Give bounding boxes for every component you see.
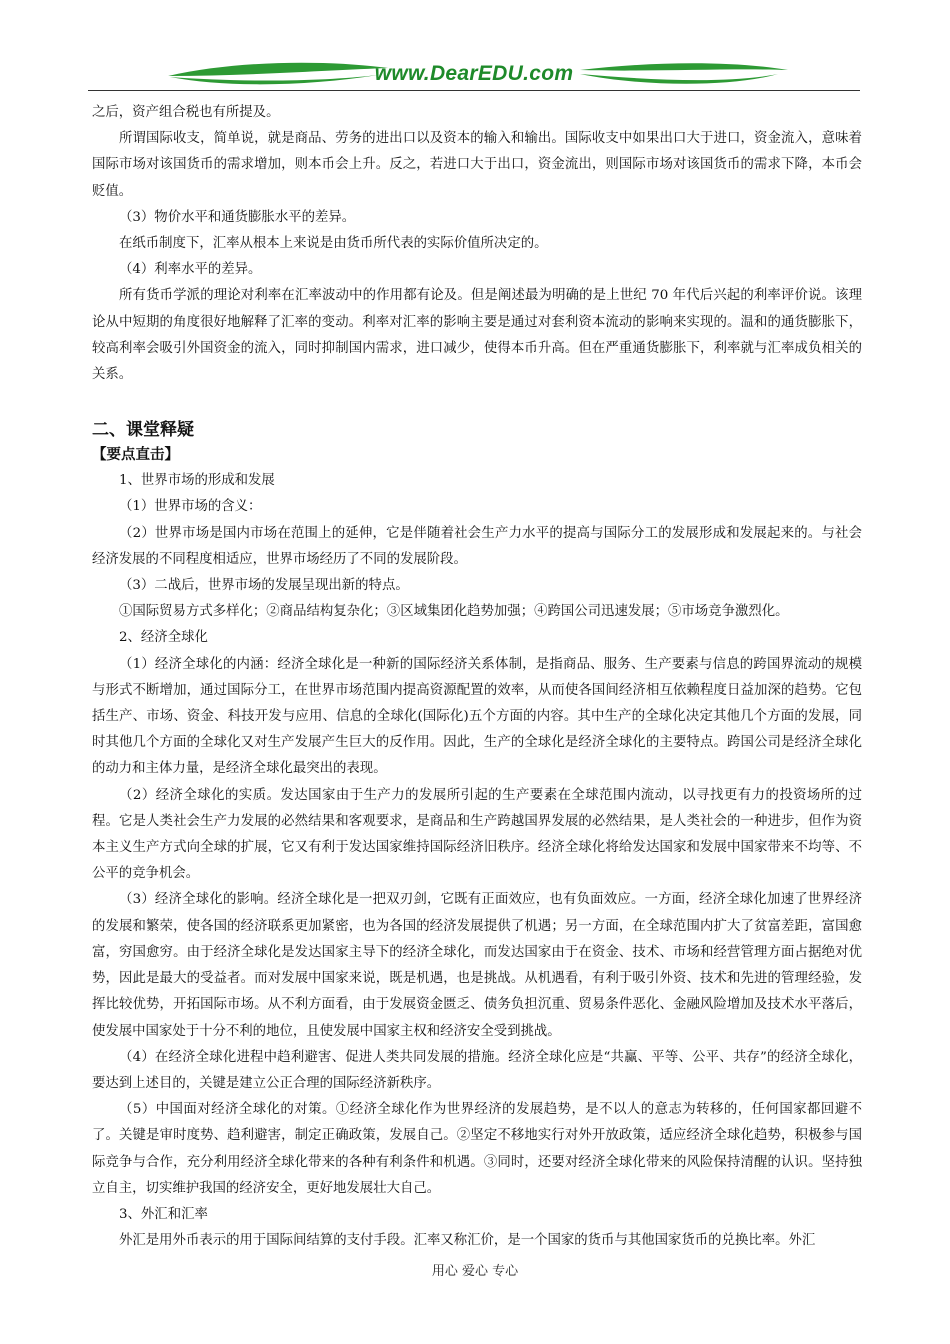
paragraph: （3）二战后，世界市场的发展呈现出新的特点。 (119, 578, 409, 594)
paragraph: （1）世界市场的含义： (119, 499, 262, 515)
paragraph: 在纸币制度下，汇率从根本上来说是由货币所代表的实际价值所决定的。 (119, 236, 548, 252)
paragraph: 2、经济全球化 (119, 630, 208, 646)
paragraph: （5）中国面对经济全球化的对策。①经济全球化作为世界经济的发展趋势，是不以人的意志为转移的，任何国家都回避不了。关键是审时度势、趋利避害，制定正确政策，发展自己。②坚定不移地实行对外开放政策，适应经济全球化趋势，积极参与国际竞争与合作，充分利用经济全球化带来的各种有利条件和机遇。③同时，还要对经济全球化带来的风险保持清醒的认识。坚持独立自主，切实维护我国的经济安全，更好地发展壮大自己。 (92, 1102, 862, 1196)
paragraph: 之后，资产组合税也有所提及。 (92, 105, 280, 120)
site-logo-text: www.DearEDU.com (374, 62, 574, 85)
paragraph: （4）利率水平的差异。 (119, 262, 262, 278)
document-body (92, 100, 862, 1254)
section-heading: 二、课堂释疑 (92, 420, 194, 441)
paragraph: （4）在经济全球化进程中趋利避害、促进人类共同发展的措施。经济全球化应是“共赢、平等、公平、共存”的经济全球化，要达到上述目的，关键是建立公正合理的国际经济新秩序。 (92, 1049, 862, 1091)
paragraph: （3）物价水平和通货膨胀水平的差异。 (119, 209, 356, 225)
page-footer: 用心 爱心 专心 (431, 1264, 519, 1279)
paragraph: 所有货币学派的理论对利率在汇率波动中的作用都有论及。但是阐述最为明确的是上世纪 70 年代后兴起的利率评价说。该理论从中短期的角度很好地解释了汇率的变动。利率对汇率的影响主要是通过对套利资本流动的影响来实现的。温和的通货膨胀下，较高利率会吸引外国资金的流入，同时抑制国内需求，进口减少，使得本币升高。但在严重通货膨胀下，利率就与汇率成负相关的关系。 (92, 288, 862, 383)
paragraph: ①国际贸易方式多样化；②商品结构复杂化；③区域集团化趋势加强；④跨国公司迅速发展；⑤市场竞争激烈化。 (119, 604, 789, 620)
paragraph: 外汇是用外币表示的用于国际间结算的支付手段。汇率又称汇价，是一个国家的货币与其他国家货币的兑换比率。外汇 (119, 1233, 816, 1249)
paragraph: （3）经济全球化的影响。经济全球化是一把双刃剑，它既有正面效应，也有负面效应。一方面，经济全球化加速了世界经济的发展和繁荣，使各国的经济联系更加紧密，也为各国的经济发展提供了机遇；另一方面，在全球范围内扩大了贫富差距，富国愈富，穷国愈穷。由于经济全球化是发达国家主导下的经济全球化，而发达国家由于在资金、技术、市场和经营管理方面占据绝对优势，因此是最大的受益者。而对发展中国家来说，既是机遇，也是挑战。从机遇看，有利于吸引外资、技术和先进的管理经验，发挥比较优势，开拓国际市场。从不利方面看，由于发展资金匮乏、债务负担沉重、贸易条件恶化、金融风险增加及技术水平落后，使发展中国家处于十分不利的地位，且使发展中国家主权和经济安全受到挑战。 (92, 892, 862, 1039)
paragraph: （2）经济全球化的实质。发达国家由于生产力的发展所引起的生产要素在全球范围内流动，以寻找更有力的投资场所的过程。它是人类社会生产力发展的必然结果和客观要求，是商品和生产跨越国界发展的必然结果，是人类社会的一种进步，但作为资本主义生产方式向全球的扩展，它又有利于发达国家维持国际经济旧秩序。经济全球化将给发达国家和发展中国家带来不均等、不公平的竞争机会。 (92, 787, 862, 882)
paragraph: 3、外汇和汇率 (119, 1206, 208, 1222)
paragraph: （2）世界市场是国内市场在范围上的延伸，它是伴随着社会生产力水平的提高与国际分工的发展形成和发展起来的。与社会经济发展的不同程度相适应，世界市场经历了不同的发展阶段。 (92, 525, 862, 567)
paragraph: （1）经济全球化的内涵：经济全球化是一种新的国际经济关系体制，是指商品、服务、生产要素与信息的跨国界流动的规模与形式不断增加，通过国际分工，在世界市场范围内提高资源配置的效率，从而使各国间经济相互依赖程度日益加深的趋势。它包括生产、市场、资金、科技开发与应用、信息的全球化(国际化)五个方面的内容。其中生产的全球化决定其他几个方面的发展，同时其他几个方面的全球化又对生产发展产生巨大的反作用。因此，生产的全球化是经济全球化的主要特点。跨国公司是经济全球化的动力和主体力量，是经济全球化最突出的表现。 (92, 656, 862, 777)
header-divider (88, 90, 860, 91)
paragraph: 1、世界市场的形成和发展 (119, 473, 275, 489)
page-header (88, 58, 860, 94)
paragraph: 所谓国际收支，简单说，就是商品、劳务的进出口以及资本的输入和输出。国际收支中如果出口大于进口，资金流入，意味着国际市场对该国货币的需求增加，则本币会上升。反之，若进口大于出口，资金流出，则国际市场对该国货币的需求下降，本币会贬值。 (92, 131, 862, 199)
section-subheading: 【要点直击】 (92, 447, 179, 464)
